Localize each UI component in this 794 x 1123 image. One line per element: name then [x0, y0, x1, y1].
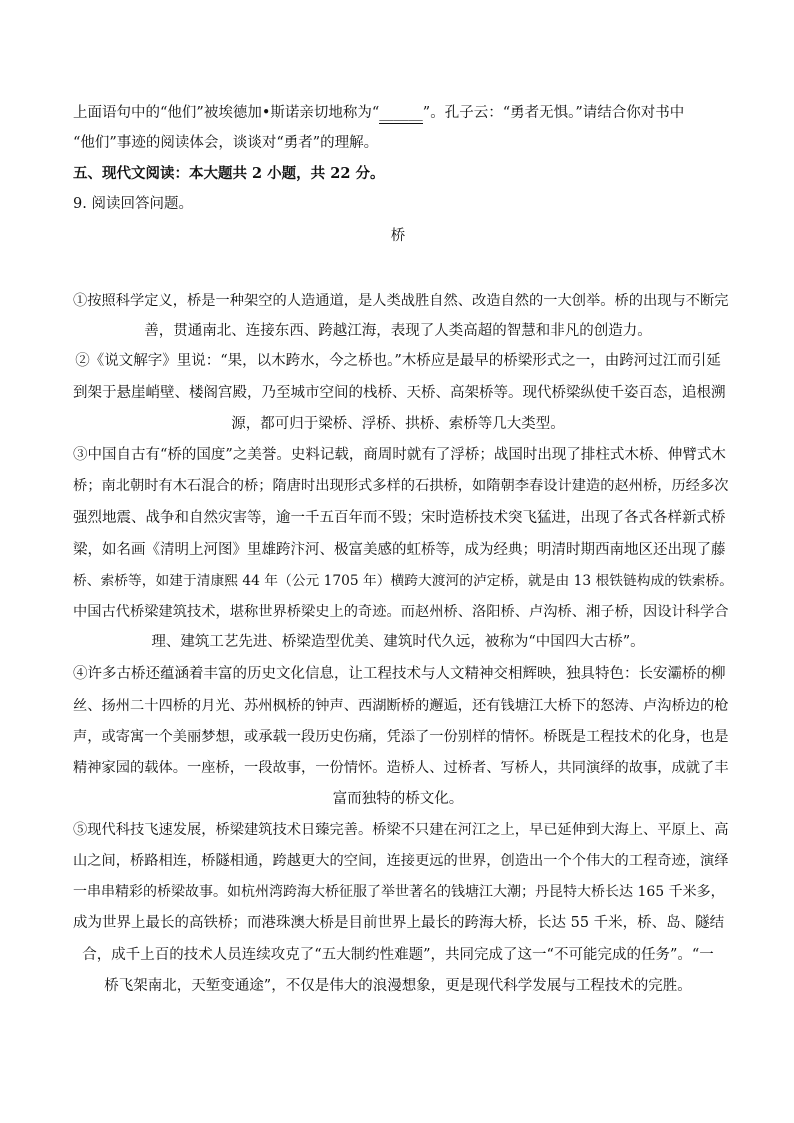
- article-line: 合，成千上百的技术人员连续攻克了“五大制约性难题”，共同完成了这一“不可能完成的任务”。“一: [82, 947, 714, 963]
- answer-blank: ______: [379, 103, 423, 124]
- article-line: 山之间，桥路相连，桥隧相通，跨越更大的空间，连接更远的世界，创造出一个个伟大的工程奇迹，演绎: [73, 853, 729, 869]
- article-line: ④许多古桥还蕴涵着丰富的历史文化信息，让工程技术与人文精神交相辉映，独具特色：长安灞桥的柳: [73, 666, 726, 682]
- article-line: 富而独特的桥文化。: [332, 791, 464, 807]
- article-line: 善，贯通南北、连接东西、跨越江海，表现了人类高超的智慧和非凡的创造力。: [144, 323, 652, 339]
- article-line: 一串串精彩的桥梁故事。如杭州湾跨海大桥征服了举世著名的钱塘江大潮；丹昆特大桥长达 165 千米多，: [73, 884, 725, 900]
- article-line: 源，都可归于梁桥、浮桥、拱桥、索桥等几大类型。: [231, 416, 565, 432]
- article-line: 桥；南北朝时有木石混合的桥；隋唐时出现形式多样的石拱桥，如隋朝李春设计建造的赵州桥，历经多次: [73, 478, 729, 494]
- article-line: 精神家园的载体。一座桥，一段故事，一份情怀。造桥人、过桥者、写桥人，共同演绎的故事，成就了丰: [73, 760, 729, 776]
- article-line: 强烈地震、战争和自然灾害等，逾一千五百年而不毁；宋时造桥技术突飞猛进，出现了各式各样新式桥: [73, 510, 726, 526]
- question-intro-text-before-blank: 上面语句中的“他们”被埃德加•斯诺亲切地称为“: [73, 105, 380, 121]
- question-intro-line-1: [73, 103, 684, 124]
- article-line: 桥飞架南北，天堑变通途”，不仅是伟大的浪漫想象，更是现代科学发展与工程技术的完胜。: [104, 978, 692, 994]
- article-line: ⑤现代科技飞速发展，桥梁建筑技术日臻完善。桥梁不只建在河江之上，早已延伸到大海上、平原上、高: [73, 822, 729, 838]
- article-line: 声，或寄寓一个美丽梦想，或承载一段历史伤痛，凭添了一份别样的情怀。桥既是工程技术的化身，也是: [73, 729, 729, 745]
- article-line: 梁，如名画《清明上河图》里雄跨汴河、极富美感的虹桥等，成为经典；明清时期西南地区还出现了藤: [73, 542, 726, 558]
- section-heading: 五、现代文阅读：本大题共 2 小题，共 22 分。: [73, 165, 385, 182]
- article-line: 成为世界上最长的高铁桥；而港珠澳大桥是目前世界上最长的跨海大桥，长达 55 千米，桥、岛、隧结: [73, 915, 725, 931]
- article-line: 中国古代桥梁建筑技术，堪称世界桥梁史上的奇迹。而赵州桥、洛阳桥、卢沟桥、湘子桥，因设计科学合: [73, 604, 729, 620]
- question-9-prompt: 9. 阅读回答问题。: [73, 196, 193, 212]
- article-line: 丝、扬州二十四桥的月光、苏州枫桥的钟声、西湖断桥的邂逅，还有钱塘江大桥下的怒涛、卢沟桥边的枪: [73, 698, 729, 714]
- article-line: ②《说文解字》里说：“果，以木跨水，今之桥也。”木桥应是最早的桥梁形式之一，由跨河过江而引延: [75, 353, 721, 369]
- article-title: 桥: [390, 228, 406, 244]
- question-intro-line-2: “他们”事迹的阅读体会，谈谈对“勇者”的理解。: [73, 135, 379, 151]
- article-line: 桥、索桥等，如建于清康熙 44 年（公元 1705 年）横跨大渡河的泸定桥，就是由 13 根铁链构成的铁索桥。: [73, 573, 733, 589]
- article-line: ③中国自古有“桥的国度”之美誉。史料记载，商周时就有了浮桥；战国时出现了排柱式木桥、伸臂式木: [73, 447, 726, 463]
- article-line: ①按照科学定义，桥是一种架空的人造通道，是人类战胜自然、改造自然的一大创举。桥的出现与不断完: [73, 293, 729, 309]
- question-intro-text-after-blank: ”。孔子云：“勇者无惧。”请结合你对书中: [422, 105, 685, 121]
- article-line: 理、建筑工艺先进、桥梁造型优美、建筑时代久远，被称为“中国四大古桥”。: [151, 634, 645, 650]
- article-line: 到架于悬崖峭壁、楼阁宫殿，乃至城市空间的栈桥、天桥、高架桥等。现代桥梁纵使千姿百态，追根溯: [73, 385, 726, 401]
